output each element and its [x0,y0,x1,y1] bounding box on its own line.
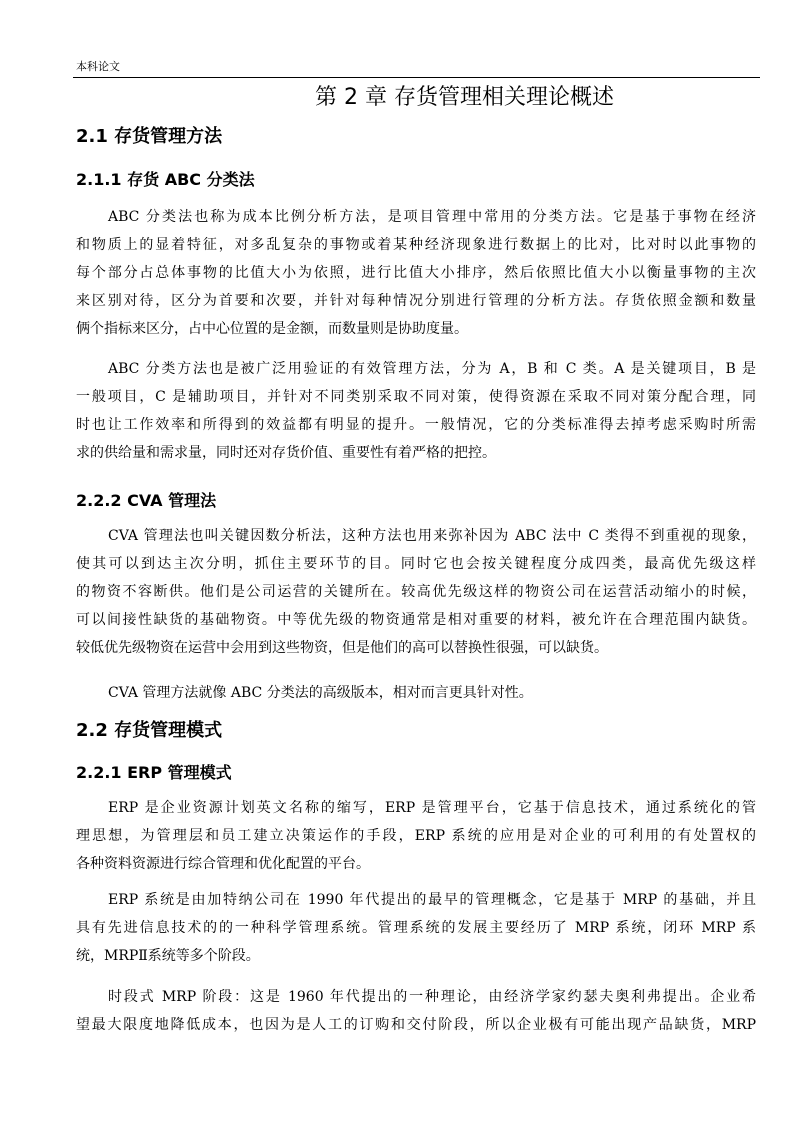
paragraph-line: ERP 系统是由加特纳公司在 1990 年代提出的最早的管理概念，它是基于 MRP 的基础，并且 [108,892,756,908]
paragraph-line: CVA 管理方法就像 ABC 分类法的高级版本，相对而言更具针对性。 [108,685,533,701]
running-header: 本科论文 [76,60,120,73]
paragraph-cva-2 [76,679,756,707]
paragraph-erp-2 [76,886,756,970]
paragraph-cva-1 [76,522,756,662]
paragraph-abc-2 [76,355,756,467]
paragraph-line: 各种资料资源进行综合管理和优化配置的平台。 [76,856,370,872]
paragraph-line: 每个部分占总体事物的比值大小为依照，进行比值大小排序，然后依照比值大小以衡量事物的主次 [76,265,756,281]
paragraph-line: 时段式 MRP 阶段：这是 1960 年代提出的一种理论，由经济学家约瑟夫奥利弗提出。企业希 [108,989,756,1005]
paragraph-line: 和物质上的显着特征，对多乱复杂的事物或着某种经济现象进行数据上的比对，比对时以此事物的 [76,237,756,253]
paragraph-line: 理思想，为管理层和员工建立决策运作的手段，ERP 系统的应用是对企业的可利用的有处置权的 [76,828,756,844]
paragraph-line: 一般项目，C 是辅助项目，并针对不同类别采取不同对策，使得资源在采取不同对策分配合理，同 [76,389,756,405]
header-rule [73,77,760,78]
paragraph-line: 来区别对待，区分为首要和次要，并针对每种情况分别进行管理的分析方法。存货依照金额和数量 [76,293,756,309]
paragraph-line: 统，MRPⅡ系统等多个阶段。 [76,948,260,964]
paragraph-line: CVA 管理法也叫关键因数分析法，这种方法也用来弥补因为 ABC 法中 C 类得不到重视的现象， [108,528,756,544]
paragraph-line: 望最大限度地降低成本，也因为是人工的订购和交付阶段，所以企业极有可能出现产品缺货，MRP [76,1017,756,1033]
section-heading-2-1: 2.1 存货管理方法 [76,126,223,147]
paragraph-erp-3 [76,983,756,1039]
paragraph-line: 求的供给量和需求量，同时还对存货价值、重要性有着严格的把控。 [76,445,496,461]
paragraph-line: 使其可以到达主次分明，抓住主要环节的目。同时它也会按关键程度分成四类，最高优先级这样 [76,556,756,572]
paragraph-line: 较低优先级物资在运营中会用到这些物资，但是他们的高可以替换性很强，可以缺货。 [76,640,608,656]
paragraph-line: 可以间接性缺货的基础物资。中等优先级的物资通常是相对重要的材料，被允许在合理范围内缺货。 [76,612,756,628]
paragraph-line: 的物资不容断供。他们是公司运营的关键所在。较高优先级这样的物资公司在运营活动缩小的时候， [76,584,756,600]
paragraph-line: 具有先进信息技术的的一种科学管理系统。管理系统的发展主要经历了 MRP 系统，闭环 MRP 系 [76,920,756,936]
paragraph-erp-1 [76,794,756,878]
section-heading-2-2-1: 2.2.1 ERP 管理模式 [76,763,232,782]
paragraph-abc-1 [76,203,756,343]
section-heading-2-1-1: 2.1.1 存货 ABC 分类法 [76,170,255,189]
chapter-title: 第 2 章 存货管理相关理论概述 [315,85,614,110]
section-heading-2-2-2: 2.2.2 CVA 管理法 [76,491,217,510]
paragraph-line: ERP 是企业资源计划英文名称的缩写，ERP 是管理平台，它基于信息技术，通过系统化的管 [108,800,756,816]
paragraph-line: 俩个指标来区分，占中心位置的是金额，而数量则是协助度量。 [76,321,468,337]
section-heading-2-2: 2.2 存货管理模式 [76,720,223,741]
paragraph-line: ABC 分类法也称为成本比例分析方法，是项目管理中常用的分类方法。它是基于事物在经济 [108,209,756,225]
paragraph-line: 时也让工作效率和所得到的效益都有明显的提升。一般情况，它的分类标准得去掉考虑采购时所需 [76,417,756,433]
paragraph-line: ABC 分类方法也是被广泛用验证的有效管理方法，分为 A，B 和 C 类。A 是关键项目，B 是 [108,361,756,377]
